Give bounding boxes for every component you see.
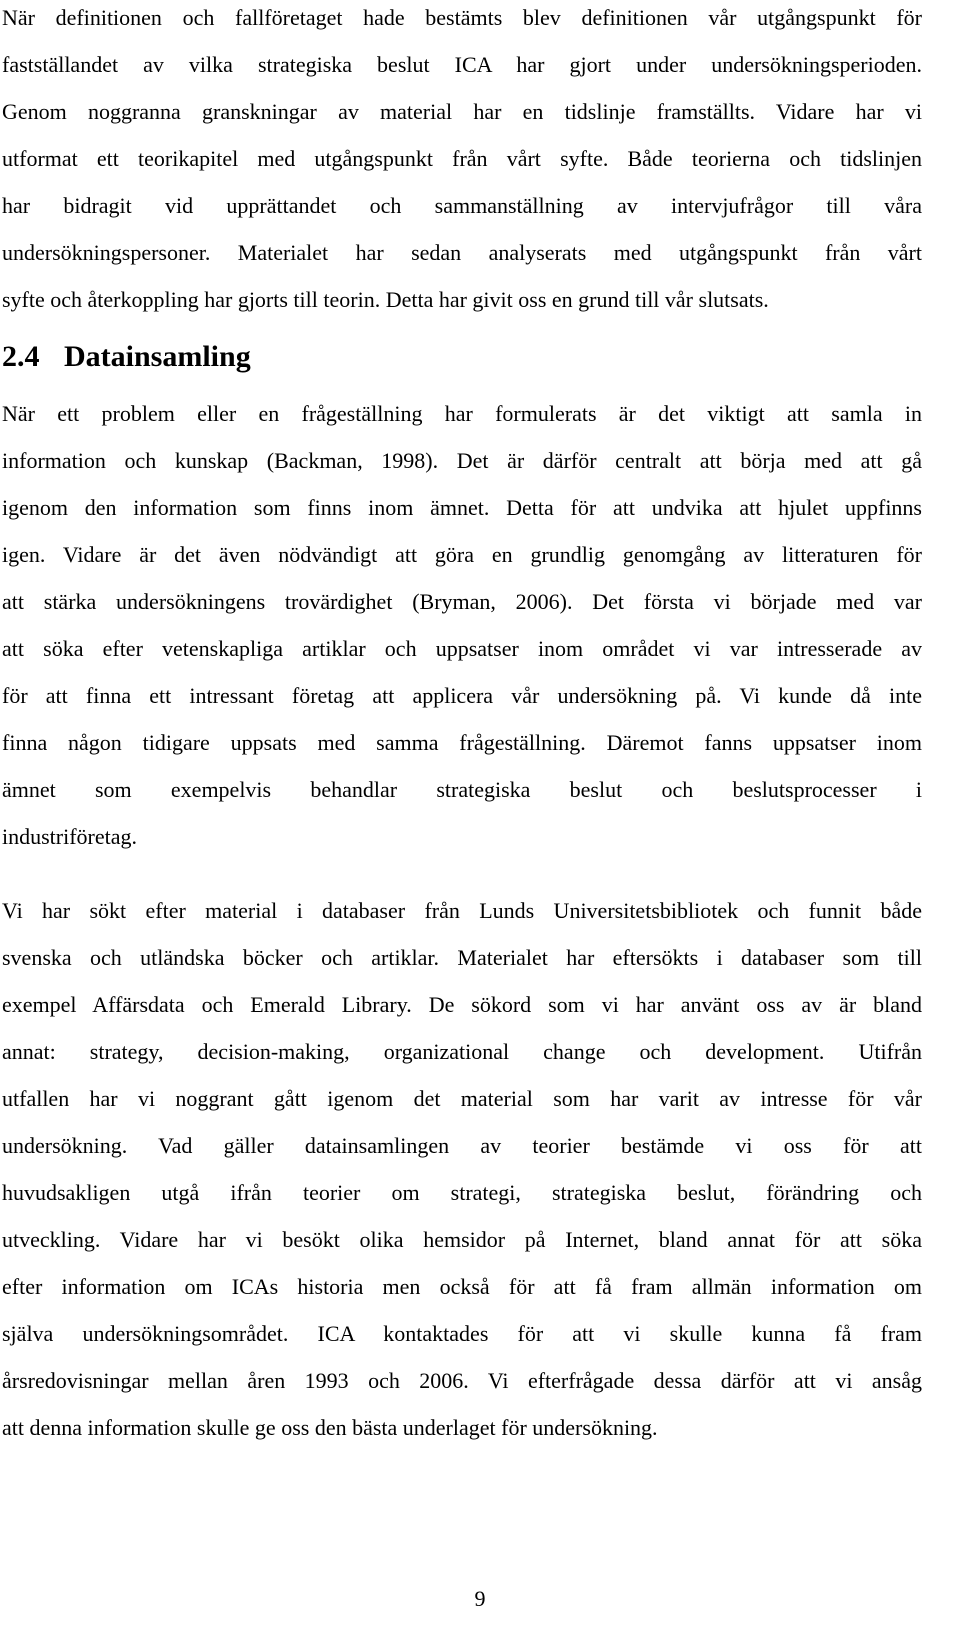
section-heading bbox=[2, 335, 251, 379]
text-line: information och kunskap (Backman, 1998). Det är därför centralt att börja med att gå bbox=[2, 448, 922, 473]
text-line: Genom noggranna granskningar av material har en tidslinje framställts. Vidare har vi bbox=[2, 99, 922, 124]
text-line: annat: strategy, decision-making, organizational change och development. Utifrån bbox=[2, 1039, 922, 1064]
text-line: för att finna ett intressant företag att applicera vår undersökning på. Vi kunde då inte bbox=[2, 683, 922, 708]
text-line: har bidragit vid upprättandet och sammanställning av intervjufrågor till våra bbox=[2, 193, 922, 218]
text-line: utveckling. Vidare har vi besökt olika hemsidor på Internet, bland annat för att söka bbox=[2, 1227, 922, 1252]
text-line: själva undersökningsområdet. ICA kontaktades för att vi skulle kunna få fram bbox=[2, 1321, 922, 1346]
text-line: undersökningspersoner. Materialet har sedan analyserats med utgångspunkt från vårt bbox=[2, 240, 922, 265]
text-line: exempel Affärsdata och Emerald Library. De sökord som vi har använt oss av är bland bbox=[2, 992, 922, 1017]
text-line: industriföretag. bbox=[2, 824, 138, 849]
text-line: ämnet som exempelvis behandlar strategiska beslut och beslutsprocesser i bbox=[2, 777, 922, 802]
section-number: 2.4 bbox=[2, 340, 40, 373]
text-line: att denna information skulle ge oss den bästa underlaget för undersökning. bbox=[2, 1415, 658, 1440]
text-line: undersökning. Vad gäller datainsamlingen av teorier bestämde vi oss för att bbox=[2, 1133, 922, 1158]
text-line: fastställandet av vilka strategiska beslut ICA har gjort under undersökningsperioden. bbox=[2, 52, 922, 77]
paragraph-sources bbox=[2, 887, 922, 1451]
text-line: utformat ett teorikapitel med utgångspunkt från vårt syfte. Både teorierna och tidslinjen bbox=[2, 146, 922, 171]
text-line: årsredovisningar mellan åren 1993 och 2006. Vi efterfrågade dessa därför att vi ansåg bbox=[2, 1368, 922, 1393]
paragraph-method-summary bbox=[2, 0, 922, 323]
section-title: Datainsamling bbox=[64, 340, 251, 373]
text-line: huvudsakligen utgå ifrån teorier om strategi, strategiska beslut, förändring och bbox=[2, 1180, 922, 1205]
text-line: efter information om ICAs historia men också för att få fram allmän information om bbox=[2, 1274, 922, 1299]
text-line: igen. Vidare är det även nödvändigt att göra en grundlig genomgång av litteraturen för bbox=[2, 542, 922, 567]
text-line: att söka efter vetenskapliga artiklar och uppsatser inom området vi var intresserade av bbox=[2, 636, 922, 661]
text-line: svenska och utländska böcker och artiklar. Materialet har eftersökts i databaser som till bbox=[2, 945, 922, 970]
paragraph-data-collection bbox=[2, 390, 922, 860]
text-line: att stärka undersökningens trovärdighet (Bryman, 2006). Det första vi började med var bbox=[2, 589, 922, 614]
page-number: 9 bbox=[474, 1586, 486, 1611]
text-line: När ett problem eller en frågeställning har formulerats är det viktigt att samla in bbox=[2, 401, 922, 426]
text-line: syfte och återkoppling har gjorts till teorin. Detta har givit oss en grund till vår slutsats. bbox=[2, 287, 769, 312]
text-line: utfallen har vi noggrant gått igenom det material som har varit av intresse för vår bbox=[2, 1086, 922, 1111]
text-line: När definitionen och fallföretaget hade bestämts blev definitionen vår utgångspunkt för bbox=[2, 5, 922, 30]
text-line: Vi har sökt efter material i databaser från Lunds Universitetsbibliotek och funnit både bbox=[2, 898, 922, 923]
text-line: igenom den information som finns inom ämnet. Detta för att undvika att hjulet uppfinns bbox=[2, 495, 922, 520]
text-line: finna någon tidigare uppsats med samma frågeställning. Däremot fanns uppsatser inom bbox=[2, 730, 922, 755]
